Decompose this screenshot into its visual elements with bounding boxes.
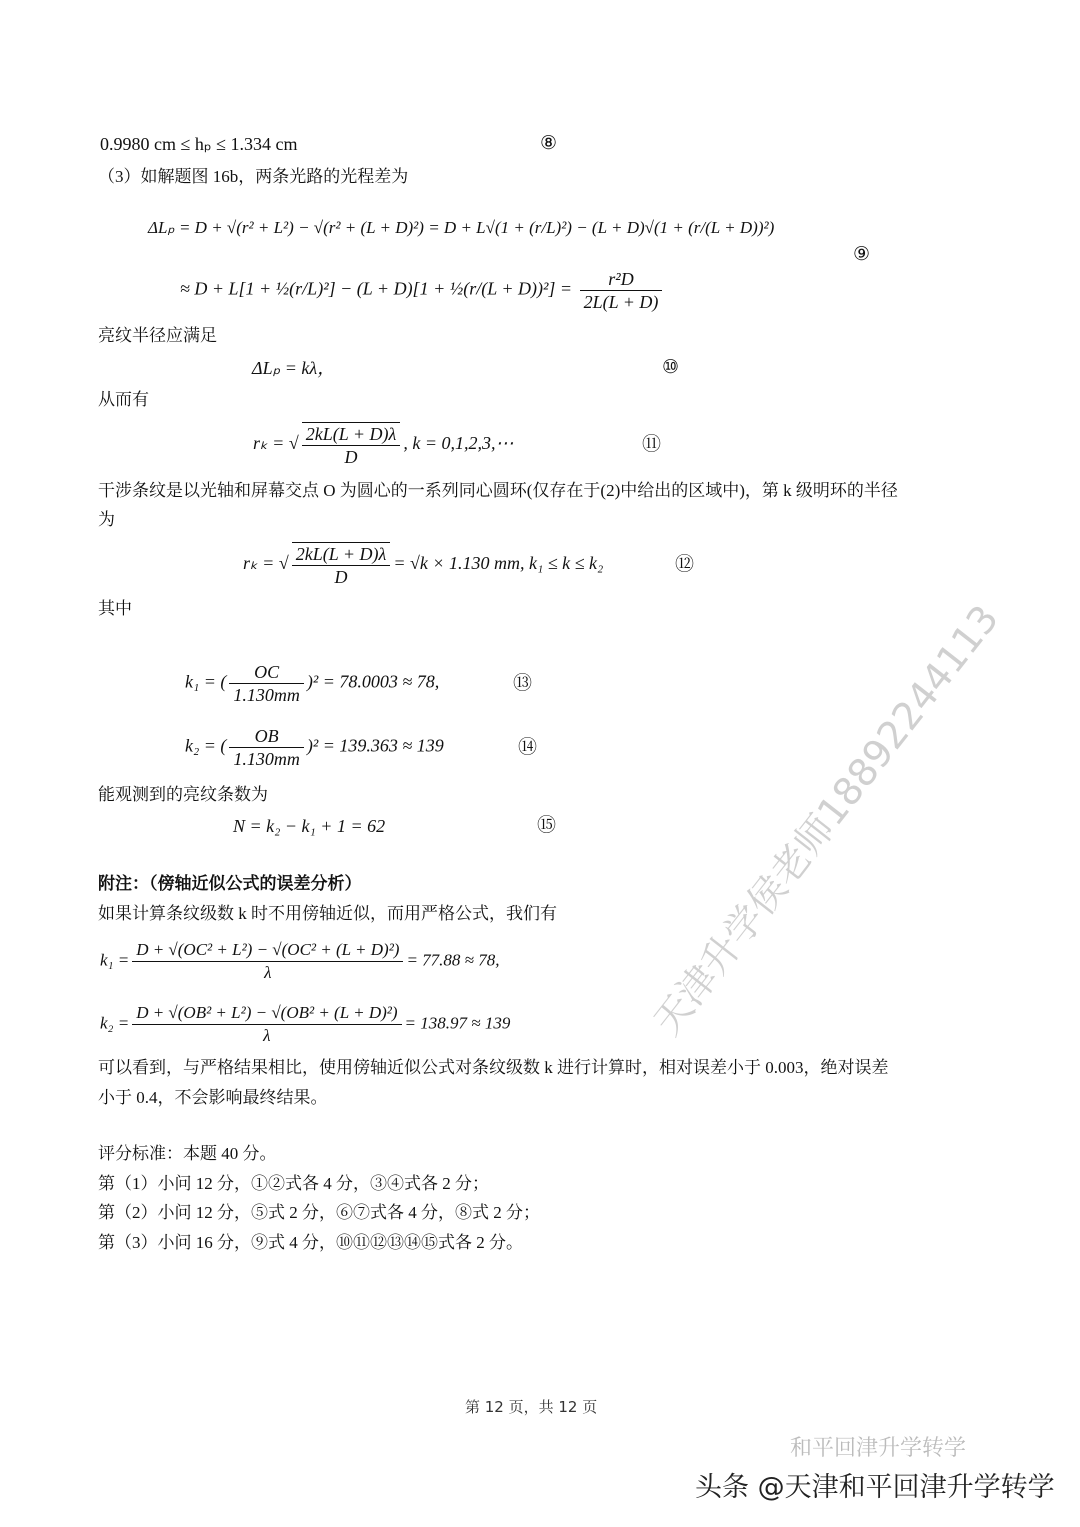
eq12-denominator: D — [334, 567, 348, 587]
toutiao-watermark: 头条 @天津和平回津升学转学 — [695, 1472, 1055, 1503]
eq11-right: , k = 0,1,2,3,⋯ — [403, 433, 514, 454]
eq10: ΔLₚ = kλ， — [252, 358, 336, 378]
k1-strict-left: k₁ = — [100, 950, 130, 970]
note-title: 附注：（傍轴近似公式的误差分析） — [98, 874, 362, 893]
eq14-denominator: 1.130mm — [233, 749, 300, 769]
k2-strict-denominator: λ — [263, 1026, 271, 1045]
eq-number-13: ⑬ — [513, 673, 533, 694]
grading-part1: 第（1）小问 12 分，①②式各 4 分，③④式各 2 分； — [98, 1174, 489, 1193]
eq9-line1: ΔLₚ = D + √(r² + L²) − √(r² + (L + D)²) = D + L√(1 + (r/L)²) − (L + D)√(1 + (r/(L + D))²) — [148, 218, 775, 237]
eq14-numerator: OB — [229, 725, 304, 748]
eq11-numerator: 2kL(L + D)λ — [302, 423, 401, 446]
k1-strict-denominator: λ — [264, 963, 272, 982]
eq-number-15: ⑮ — [537, 815, 557, 836]
k2-strict-left: k₂ = — [100, 1013, 130, 1033]
eq12-left: rₖ = √ — [243, 553, 289, 574]
eq12-numerator: 2kL(L + D)λ — [292, 543, 391, 566]
count-intro: 能观测到的亮纹条数为 — [98, 785, 268, 804]
eq-number-11: ⑪ — [642, 434, 662, 455]
eq9-numerator: r²D — [580, 268, 663, 291]
eq-number-10: ⑩ — [662, 357, 680, 378]
eq13-left: k₁ = ( — [185, 671, 227, 692]
bright-condition: 亮纹半径应满足 — [98, 326, 217, 345]
eq12 — [243, 542, 603, 588]
eq9-line2 — [180, 268, 665, 313]
faint-watermark: 和平回津升学转学 — [790, 1436, 967, 1461]
eq-number-9: ⑨ — [853, 244, 871, 265]
rings-description-2: 为 — [98, 510, 115, 529]
eq13-right: )² = 78.0003 ≈ 78, — [306, 671, 440, 692]
eq11 — [253, 422, 513, 468]
k1-strict-right: = 77.88 ≈ 78, — [406, 950, 500, 970]
eq13 — [185, 661, 439, 706]
eq-number-14: ⑭ — [518, 737, 538, 758]
eq-number-8: ⑧ — [540, 133, 558, 154]
eq14-left: k₂ = ( — [185, 735, 227, 756]
eq14 — [185, 725, 444, 770]
eq-number-12: ⑫ — [675, 554, 695, 575]
diagonal-watermark: 天津升学侯老师18892244113 — [644, 596, 1008, 1044]
k1-strict-numerator: D + √(OC² + L²) − √(OC² + (L + D)²) — [132, 939, 403, 962]
rings-description-1: 干涉条纹是以光轴和屏幕交点 O 为圆心的一系列同心圆环(仅存在于(2)中给出的区域中)，第 k 级明环的半径 — [98, 481, 898, 500]
eq13-numerator: OC — [229, 661, 304, 684]
note-intro: 如果计算条纹级数 k 时不用傍轴近似，而用严格公式，我们有 — [98, 904, 557, 923]
eq14-right: )² = 139.363 ≈ 139 — [306, 735, 444, 756]
eq9-denominator: 2L(L + D) — [583, 292, 659, 312]
part3-intro: （3）如解题图 16b，两条光路的光程差为 — [98, 167, 409, 186]
eq15: N = k₂ − k₁ + 1 = 62 — [233, 816, 386, 836]
eq11-left: rₖ = √ — [253, 433, 299, 454]
k2-strict-right: = 138.97 ≈ 139 — [404, 1013, 511, 1033]
eq13-denominator: 1.130mm — [233, 685, 300, 705]
k1-strict — [100, 939, 500, 984]
hp-range: 0.9980 cm ≤ hₚ ≤ 1.334 cm — [100, 134, 298, 154]
eq11-denominator: D — [344, 447, 358, 467]
eq9-line2-left: ≈ D + L[1 + ½(r/L)²] − (L + D)[1 + ½(r/(L + D))²] = — [180, 278, 573, 299]
page-footer: 第 12 页，共 12 页 — [465, 1398, 598, 1416]
eq12-right: = √k × 1.130 mm, k₁ ≤ k ≤ k₂ — [393, 553, 604, 574]
thus-text: 从而有 — [98, 390, 149, 409]
grading-part3: 第（3）小问 16 分，⑨式 4 分，⑩⑪⑫⑬⑭⑮式各 2 分。 — [98, 1233, 523, 1252]
k2-strict — [100, 1002, 510, 1047]
note-conclusion-2: 小于 0.4，不会影响最终结果。 — [98, 1088, 328, 1107]
where-text: 其中 — [98, 599, 132, 618]
k2-strict-numerator: D + √(OB² + L²) − √(OB² + (L + D)²) — [132, 1002, 401, 1025]
grading-part2: 第（2）小问 12 分，⑤式 2 分，⑥⑦式各 4 分，⑧式 2 分； — [98, 1203, 540, 1222]
note-conclusion-1: 可以看到，与严格结果相比，使用傍轴近似公式对条纹级数 k 进行计算时，相对误差小于 0.003，绝对误差 — [98, 1058, 889, 1077]
grading-title: 评分标准：本题 40 分。 — [98, 1144, 277, 1163]
